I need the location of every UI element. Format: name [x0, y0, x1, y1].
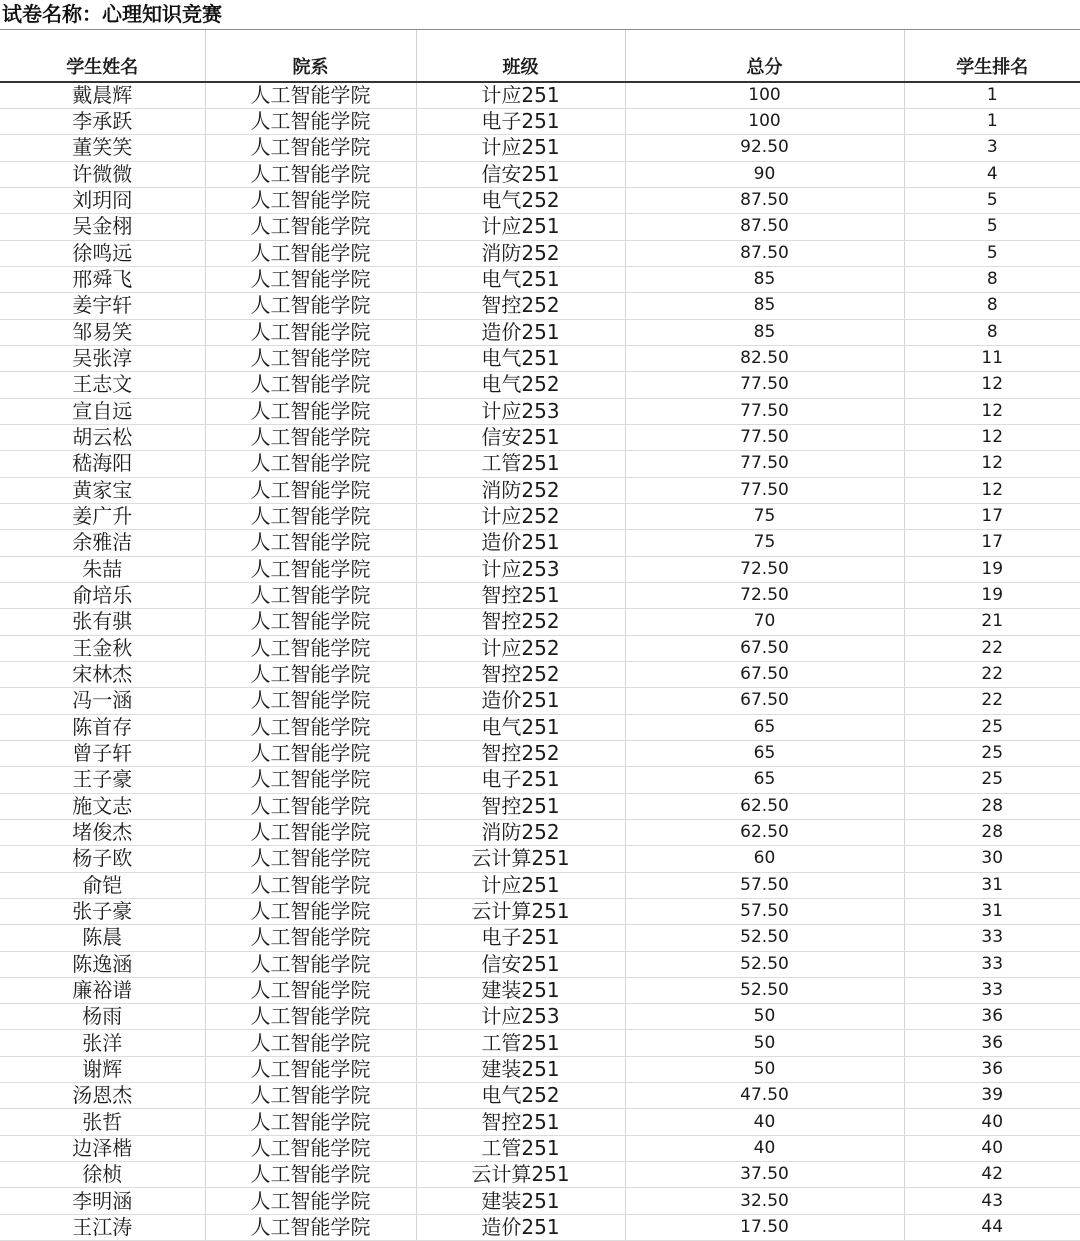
table-row — [0, 109, 1080, 135]
class-cell[interactable]: 工管251 — [416, 1030, 625, 1056]
total-score-cell[interactable]: 87.50 — [625, 240, 904, 266]
rank-cell[interactable]: 44 — [904, 1214, 1080, 1240]
total-score-cell[interactable]: 52.50 — [625, 925, 904, 951]
table-body — [0, 82, 1080, 1241]
table-row — [0, 477, 1080, 503]
total-score-cell[interactable]: 72.50 — [625, 582, 904, 608]
total-score-cell[interactable]: 52.50 — [625, 951, 904, 977]
class-cell[interactable]: 计应251 — [416, 872, 625, 898]
class-cell[interactable]: 电气252 — [416, 187, 625, 213]
class-cell[interactable]: 智控252 — [416, 740, 625, 766]
class-cell[interactable]: 电子251 — [416, 767, 625, 793]
total-score-cell[interactable]: 65 — [625, 714, 904, 740]
rank-cell[interactable]: 4 — [904, 161, 1080, 187]
rank-cell[interactable]: 8 — [904, 266, 1080, 292]
rank-cell[interactable]: 22 — [904, 661, 1080, 687]
student-name-cell[interactable]: 张哲 — [0, 1109, 205, 1135]
department-cell[interactable]: 人工智能学院 — [205, 1162, 416, 1188]
table-row — [0, 1030, 1080, 1056]
rank-cell[interactable]: 5 — [904, 240, 1080, 266]
total-score-cell[interactable]: 85 — [625, 266, 904, 292]
student-name-cell[interactable]: 嵇海阳 — [0, 451, 205, 477]
table-row — [0, 688, 1080, 714]
total-score-cell[interactable]: 60 — [625, 846, 904, 872]
ranking-table — [0, 30, 1080, 1241]
class-cell[interactable]: 电气252 — [416, 372, 625, 398]
total-score-cell[interactable]: 57.50 — [625, 898, 904, 924]
table-row — [0, 951, 1080, 977]
department-cell[interactable]: 人工智能学院 — [205, 345, 416, 371]
rank-cell[interactable]: 21 — [904, 609, 1080, 635]
rank-cell[interactable]: 42 — [904, 1162, 1080, 1188]
column-header-rank[interactable]: 学生排名 — [904, 30, 1080, 82]
class-cell[interactable]: 计应252 — [416, 635, 625, 661]
table-row — [0, 187, 1080, 213]
table-row — [0, 767, 1080, 793]
student-name-cell[interactable]: 朱喆 — [0, 556, 205, 582]
department-cell[interactable]: 人工智能学院 — [205, 1004, 416, 1030]
rank-cell[interactable]: 40 — [904, 1135, 1080, 1161]
student-name-cell[interactable]: 施文志 — [0, 793, 205, 819]
rank-cell[interactable]: 22 — [904, 688, 1080, 714]
total-score-cell[interactable]: 77.50 — [625, 477, 904, 503]
student-name-cell[interactable]: 王金秋 — [0, 635, 205, 661]
rank-cell[interactable]: 12 — [904, 451, 1080, 477]
department-cell[interactable]: 人工智能学院 — [205, 846, 416, 872]
table-row — [0, 1109, 1080, 1135]
rank-cell[interactable]: 12 — [904, 398, 1080, 424]
total-score-cell[interactable]: 62.50 — [625, 793, 904, 819]
table-row — [0, 293, 1080, 319]
class-cell[interactable]: 信安251 — [416, 161, 625, 187]
student-name-cell[interactable]: 杨子欧 — [0, 846, 205, 872]
table-header-row — [0, 30, 1080, 82]
student-name-cell[interactable]: 张洋 — [0, 1030, 205, 1056]
rank-cell[interactable]: 36 — [904, 1056, 1080, 1082]
department-cell[interactable]: 人工智能学院 — [205, 477, 416, 503]
department-cell[interactable]: 人工智能学院 — [205, 266, 416, 292]
student-name-cell[interactable]: 李承跃 — [0, 109, 205, 135]
class-cell[interactable]: 计应251 — [416, 214, 625, 240]
student-name-cell[interactable]: 冯一涵 — [0, 688, 205, 714]
total-score-cell[interactable]: 85 — [625, 319, 904, 345]
total-score-cell[interactable]: 62.50 — [625, 819, 904, 845]
exam-title: 试卷名称：心理知识竞赛 — [2, 2, 222, 26]
column-header-class[interactable]: 班级 — [416, 30, 625, 82]
department-cell[interactable]: 人工智能学院 — [205, 187, 416, 213]
department-cell[interactable]: 人工智能学院 — [205, 398, 416, 424]
class-cell[interactable]: 消防252 — [416, 819, 625, 845]
table-row — [0, 1188, 1080, 1214]
rank-cell[interactable]: 31 — [904, 872, 1080, 898]
table-row — [0, 424, 1080, 450]
total-score-cell[interactable]: 40 — [625, 1109, 904, 1135]
table-row — [0, 319, 1080, 345]
total-score-cell[interactable]: 77.50 — [625, 372, 904, 398]
department-cell[interactable]: 人工智能学院 — [205, 161, 416, 187]
table-row — [0, 819, 1080, 845]
student-name-cell[interactable]: 宣自远 — [0, 398, 205, 424]
student-name-cell[interactable]: 姜宇轩 — [0, 293, 205, 319]
total-score-cell[interactable]: 67.50 — [625, 688, 904, 714]
rank-cell[interactable]: 28 — [904, 819, 1080, 845]
class-cell[interactable]: 计应252 — [416, 503, 625, 529]
table-row — [0, 1083, 1080, 1109]
total-score-cell[interactable]: 77.50 — [625, 451, 904, 477]
department-cell[interactable]: 人工智能学院 — [205, 714, 416, 740]
rank-cell[interactable]: 17 — [904, 503, 1080, 529]
class-cell[interactable]: 建装251 — [416, 1056, 625, 1082]
total-score-cell[interactable]: 50 — [625, 1030, 904, 1056]
student-name-cell[interactable]: 许微微 — [0, 161, 205, 187]
total-score-cell[interactable]: 77.50 — [625, 424, 904, 450]
table-row — [0, 556, 1080, 582]
student-name-cell[interactable]: 俞培乐 — [0, 582, 205, 608]
total-score-cell[interactable]: 85 — [625, 293, 904, 319]
table-row — [0, 872, 1080, 898]
table-row — [0, 1214, 1080, 1240]
class-cell[interactable]: 电子251 — [416, 925, 625, 951]
student-name-cell[interactable]: 胡云松 — [0, 424, 205, 450]
department-cell[interactable]: 人工智能学院 — [205, 767, 416, 793]
total-score-cell[interactable]: 67.50 — [625, 661, 904, 687]
table-row — [0, 1135, 1080, 1161]
class-cell[interactable]: 消防252 — [416, 477, 625, 503]
table-row — [0, 846, 1080, 872]
total-score-cell[interactable]: 17.50 — [625, 1214, 904, 1240]
department-cell[interactable]: 人工智能学院 — [205, 1214, 416, 1240]
student-name-cell[interactable]: 陈逸涵 — [0, 951, 205, 977]
rank-cell[interactable]: 36 — [904, 1030, 1080, 1056]
department-cell[interactable]: 人工智能学院 — [205, 240, 416, 266]
class-cell[interactable]: 电气252 — [416, 1083, 625, 1109]
rank-cell[interactable]: 1 — [904, 82, 1080, 109]
student-name-cell[interactable]: 宋林杰 — [0, 661, 205, 687]
rank-cell[interactable]: 25 — [904, 740, 1080, 766]
rank-cell[interactable]: 33 — [904, 925, 1080, 951]
student-name-cell[interactable]: 邹易笑 — [0, 319, 205, 345]
total-score-cell[interactable]: 40 — [625, 1135, 904, 1161]
total-score-cell[interactable]: 47.50 — [625, 1083, 904, 1109]
department-cell[interactable]: 人工智能学院 — [205, 214, 416, 240]
rank-cell[interactable]: 25 — [904, 767, 1080, 793]
department-cell[interactable]: 人工智能学院 — [205, 1135, 416, 1161]
department-cell[interactable]: 人工智能学院 — [205, 451, 416, 477]
table-row — [0, 372, 1080, 398]
total-score-cell[interactable]: 75 — [625, 530, 904, 556]
total-score-cell[interactable]: 100 — [625, 82, 904, 109]
student-name-cell[interactable]: 黄家宝 — [0, 477, 205, 503]
total-score-cell[interactable]: 87.50 — [625, 187, 904, 213]
class-cell[interactable]: 计应251 — [416, 82, 625, 109]
rank-cell[interactable]: 19 — [904, 582, 1080, 608]
table-row — [0, 82, 1080, 109]
table-row — [0, 451, 1080, 477]
total-score-cell[interactable]: 32.50 — [625, 1188, 904, 1214]
student-name-cell[interactable]: 张子豪 — [0, 898, 205, 924]
department-cell[interactable]: 人工智能学院 — [205, 793, 416, 819]
department-cell[interactable]: 人工智能学院 — [205, 82, 416, 109]
department-cell[interactable]: 人工智能学院 — [205, 1056, 416, 1082]
student-name-cell[interactable]: 王江涛 — [0, 1214, 205, 1240]
total-score-cell[interactable]: 75 — [625, 503, 904, 529]
rank-cell[interactable]: 5 — [904, 187, 1080, 213]
student-name-cell[interactable]: 俞铠 — [0, 872, 205, 898]
table-row — [0, 345, 1080, 371]
rank-cell[interactable]: 36 — [904, 1004, 1080, 1030]
rank-cell[interactable]: 30 — [904, 846, 1080, 872]
total-score-cell[interactable]: 92.50 — [625, 135, 904, 161]
rank-cell[interactable]: 8 — [904, 293, 1080, 319]
class-cell[interactable]: 智控251 — [416, 1109, 625, 1135]
class-cell[interactable]: 智控252 — [416, 293, 625, 319]
student-name-cell[interactable]: 张有骐 — [0, 609, 205, 635]
student-name-cell[interactable]: 廉裕谱 — [0, 977, 205, 1003]
student-name-cell[interactable]: 邢舜飞 — [0, 266, 205, 292]
student-name-cell[interactable]: 徐鸣远 — [0, 240, 205, 266]
table-row — [0, 398, 1080, 424]
class-cell[interactable]: 造价251 — [416, 688, 625, 714]
student-name-cell[interactable]: 边泽楷 — [0, 1135, 205, 1161]
rank-cell[interactable]: 11 — [904, 345, 1080, 371]
class-cell[interactable]: 电气251 — [416, 345, 625, 371]
class-cell[interactable]: 电气251 — [416, 714, 625, 740]
class-cell[interactable]: 智控251 — [416, 582, 625, 608]
class-cell[interactable]: 造价251 — [416, 530, 625, 556]
student-name-cell[interactable]: 陈晨 — [0, 925, 205, 951]
table-row — [0, 635, 1080, 661]
class-cell[interactable]: 智控252 — [416, 661, 625, 687]
student-name-cell[interactable]: 曾子轩 — [0, 740, 205, 766]
total-score-cell[interactable]: 87.50 — [625, 214, 904, 240]
total-score-cell[interactable]: 57.50 — [625, 872, 904, 898]
column-header-department[interactable]: 院系 — [205, 30, 416, 82]
class-cell[interactable]: 造价251 — [416, 319, 625, 345]
total-score-cell[interactable]: 70 — [625, 609, 904, 635]
rank-cell[interactable]: 19 — [904, 556, 1080, 582]
department-cell[interactable]: 人工智能学院 — [205, 530, 416, 556]
class-cell[interactable]: 计应253 — [416, 1004, 625, 1030]
class-cell[interactable]: 建装251 — [416, 977, 625, 1003]
rank-cell[interactable]: 31 — [904, 898, 1080, 924]
total-score-cell[interactable]: 50 — [625, 1004, 904, 1030]
class-cell[interactable]: 云计算251 — [416, 1162, 625, 1188]
rank-cell[interactable]: 28 — [904, 793, 1080, 819]
table-row — [0, 925, 1080, 951]
total-score-cell[interactable]: 65 — [625, 740, 904, 766]
department-cell[interactable]: 人工智能学院 — [205, 688, 416, 714]
table-row — [0, 740, 1080, 766]
table-row — [0, 661, 1080, 687]
table-row — [0, 714, 1080, 740]
department-cell[interactable]: 人工智能学院 — [205, 819, 416, 845]
class-cell[interactable]: 电气251 — [416, 266, 625, 292]
department-cell[interactable]: 人工智能学院 — [205, 925, 416, 951]
total-score-cell[interactable]: 90 — [625, 161, 904, 187]
table-row — [0, 977, 1080, 1003]
rank-cell[interactable]: 8 — [904, 319, 1080, 345]
rank-cell[interactable]: 43 — [904, 1188, 1080, 1214]
department-cell[interactable]: 人工智能学院 — [205, 1083, 416, 1109]
department-cell[interactable]: 人工智能学院 — [205, 1030, 416, 1056]
column-header-total-score[interactable]: 总分 — [625, 30, 904, 82]
rank-cell[interactable]: 12 — [904, 372, 1080, 398]
class-cell[interactable]: 建装251 — [416, 1188, 625, 1214]
student-name-cell[interactable]: 谢辉 — [0, 1056, 205, 1082]
department-cell[interactable]: 人工智能学院 — [205, 503, 416, 529]
class-cell[interactable]: 智控251 — [416, 793, 625, 819]
department-cell[interactable]: 人工智能学院 — [205, 1109, 416, 1135]
department-cell[interactable]: 人工智能学院 — [205, 872, 416, 898]
rank-cell[interactable]: 33 — [904, 977, 1080, 1003]
student-name-cell[interactable]: 吴金栩 — [0, 214, 205, 240]
total-score-cell[interactable]: 50 — [625, 1056, 904, 1082]
table-row — [0, 135, 1080, 161]
table-row — [0, 240, 1080, 266]
rank-cell[interactable]: 33 — [904, 951, 1080, 977]
department-cell[interactable]: 人工智能学院 — [205, 740, 416, 766]
department-cell[interactable]: 人工智能学院 — [205, 609, 416, 635]
rank-cell[interactable]: 12 — [904, 477, 1080, 503]
department-cell[interactable]: 人工智能学院 — [205, 635, 416, 661]
column-header-name[interactable]: 学生姓名 — [0, 30, 205, 82]
student-name-cell[interactable]: 王志文 — [0, 372, 205, 398]
total-score-cell[interactable]: 82.50 — [625, 345, 904, 371]
department-cell[interactable]: 人工智能学院 — [205, 424, 416, 450]
table-row — [0, 793, 1080, 819]
table-row — [0, 214, 1080, 240]
total-score-cell[interactable]: 100 — [625, 109, 904, 135]
department-cell[interactable]: 人工智能学院 — [205, 661, 416, 687]
department-cell[interactable]: 人工智能学院 — [205, 135, 416, 161]
department-cell[interactable]: 人工智能学院 — [205, 582, 416, 608]
rank-cell[interactable]: 17 — [904, 530, 1080, 556]
class-cell[interactable]: 计应251 — [416, 135, 625, 161]
student-name-cell[interactable]: 徐桢 — [0, 1162, 205, 1188]
rank-cell[interactable]: 25 — [904, 714, 1080, 740]
department-cell[interactable]: 人工智能学院 — [205, 556, 416, 582]
student-name-cell[interactable]: 堵俊杰 — [0, 819, 205, 845]
class-cell[interactable]: 造价251 — [416, 1214, 625, 1240]
department-cell[interactable]: 人工智能学院 — [205, 372, 416, 398]
student-name-cell[interactable]: 姜广升 — [0, 503, 205, 529]
student-name-cell[interactable]: 李明涵 — [0, 1188, 205, 1214]
class-cell[interactable]: 电子251 — [416, 109, 625, 135]
student-name-cell[interactable]: 王子豪 — [0, 767, 205, 793]
department-cell[interactable]: 人工智能学院 — [205, 977, 416, 1003]
student-name-cell[interactable]: 陈首存 — [0, 714, 205, 740]
department-cell[interactable]: 人工智能学院 — [205, 1188, 416, 1214]
table-row — [0, 530, 1080, 556]
table-row — [0, 898, 1080, 924]
department-cell[interactable]: 人工智能学院 — [205, 319, 416, 345]
table-row — [0, 1056, 1080, 1082]
total-score-cell[interactable]: 65 — [625, 767, 904, 793]
class-cell[interactable]: 计应253 — [416, 556, 625, 582]
student-name-cell[interactable]: 杨雨 — [0, 1004, 205, 1030]
department-cell[interactable]: 人工智能学院 — [205, 951, 416, 977]
sheet-title-bar — [0, 0, 1080, 30]
rank-cell[interactable]: 5 — [904, 214, 1080, 240]
rank-cell[interactable]: 40 — [904, 1109, 1080, 1135]
total-score-cell[interactable]: 77.50 — [625, 398, 904, 424]
class-cell[interactable]: 云计算251 — [416, 846, 625, 872]
table-row — [0, 582, 1080, 608]
total-score-cell[interactable]: 37.50 — [625, 1162, 904, 1188]
table-row — [0, 503, 1080, 529]
class-cell[interactable]: 信安251 — [416, 951, 625, 977]
table-row — [0, 1004, 1080, 1030]
student-name-cell[interactable]: 汤恩杰 — [0, 1083, 205, 1109]
table-row — [0, 1162, 1080, 1188]
class-cell[interactable]: 智控252 — [416, 609, 625, 635]
total-score-cell[interactable]: 72.50 — [625, 556, 904, 582]
rank-cell[interactable]: 1 — [904, 109, 1080, 135]
table-row — [0, 266, 1080, 292]
class-cell[interactable]: 云计算251 — [416, 898, 625, 924]
table-row — [0, 161, 1080, 187]
class-cell[interactable]: 信安251 — [416, 424, 625, 450]
class-cell[interactable]: 计应253 — [416, 398, 625, 424]
rank-cell[interactable]: 3 — [904, 135, 1080, 161]
rank-cell[interactable]: 39 — [904, 1083, 1080, 1109]
student-name-cell[interactable]: 董笑笑 — [0, 135, 205, 161]
total-score-cell[interactable]: 52.50 — [625, 977, 904, 1003]
rank-cell[interactable]: 22 — [904, 635, 1080, 661]
rank-cell[interactable]: 12 — [904, 424, 1080, 450]
class-cell[interactable]: 消防252 — [416, 240, 625, 266]
class-cell[interactable]: 工管251 — [416, 451, 625, 477]
total-score-cell[interactable]: 67.50 — [625, 635, 904, 661]
department-cell[interactable]: 人工智能学院 — [205, 109, 416, 135]
department-cell[interactable]: 人工智能学院 — [205, 293, 416, 319]
student-name-cell[interactable]: 余雅洁 — [0, 530, 205, 556]
student-name-cell[interactable]: 刘玥冏 — [0, 187, 205, 213]
department-cell[interactable]: 人工智能学院 — [205, 898, 416, 924]
student-name-cell[interactable]: 吴张淳 — [0, 345, 205, 371]
student-name-cell[interactable]: 戴晨辉 — [0, 82, 205, 109]
class-cell[interactable]: 工管251 — [416, 1135, 625, 1161]
table-row — [0, 609, 1080, 635]
